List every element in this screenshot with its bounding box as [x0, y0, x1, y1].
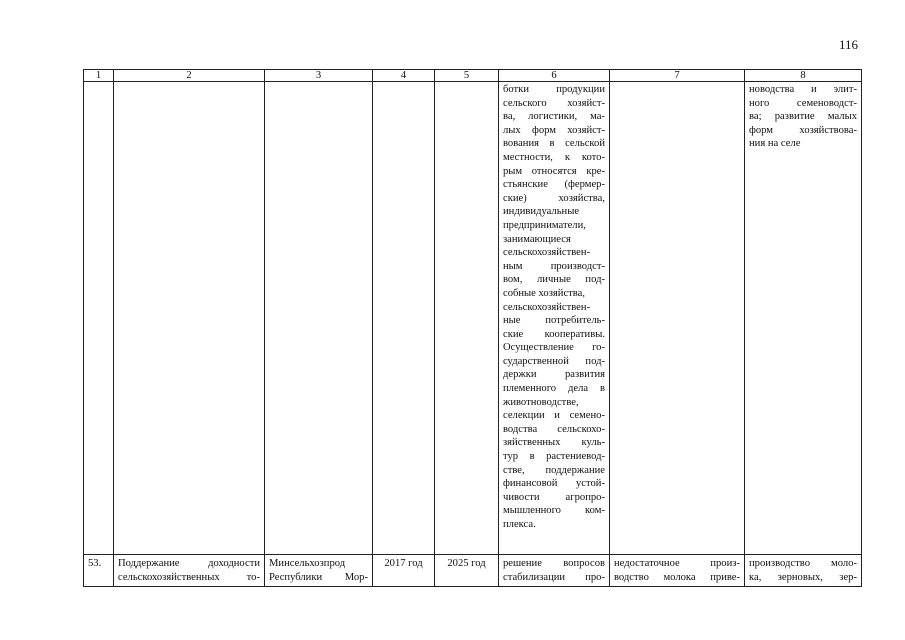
cell-text-line: ские кооперативы. — [503, 328, 605, 340]
cell-text-line: ния на селе — [749, 138, 801, 150]
cell-text-line: лых форм хозяйст- — [503, 124, 605, 136]
cell-text-line: водства сельскохо- — [503, 423, 605, 435]
cell-col8-continuation — [745, 82, 862, 555]
column-number: 6 — [499, 70, 610, 82]
cell-text-line: ва; развитие малых — [749, 111, 857, 123]
cell-text-line: ным производст- — [503, 260, 605, 272]
cell-text-line: мышленного ком- — [503, 505, 605, 517]
cell-text-line: рым относятся кре- — [503, 165, 605, 177]
cell-text-line: новодства и элит- — [749, 84, 857, 95]
consequences-cell — [610, 555, 745, 587]
indicator-link-cell — [745, 555, 862, 587]
cell-text-line: стьянские (фермер- — [503, 179, 605, 191]
column-number: 7 — [610, 70, 745, 82]
cell-text-line: животноводстве, — [503, 396, 579, 408]
cell-text-line: сударственной под- — [503, 355, 605, 367]
cell-empty — [114, 82, 265, 555]
cell-text-line: селекции и семено- — [503, 410, 605, 422]
cell-text-line: ного семеноводст- — [749, 97, 857, 109]
cell-text-line: Осуществление го- — [503, 342, 605, 354]
cell-text-line: ные потребитель- — [503, 315, 605, 327]
column-number: 1 — [84, 70, 114, 82]
cell-text-line: производство моло- — [749, 558, 857, 569]
table-row-53 — [84, 555, 862, 587]
cell-text-line: ка, зерновых, зер- — [749, 571, 857, 583]
cell-text-line: недостаточное произ- — [614, 558, 740, 569]
cell-text-line: собные хозяйства, — [503, 287, 585, 299]
column-number-row — [84, 70, 862, 82]
cell-text-line: ботки продукции — [503, 84, 605, 95]
cell-text-line: сельскохозяйственных то- — [118, 571, 260, 583]
continuation-row — [84, 82, 862, 555]
cell-text-line: ва, логистики, ма- — [503, 111, 605, 123]
event-name-cell — [114, 555, 265, 587]
cell-text-line: стабилизации про- — [503, 571, 605, 583]
cell-text-line: сельского хозяйст- — [503, 97, 605, 109]
column-number: 4 — [373, 70, 435, 82]
cell-empty — [435, 82, 499, 555]
end-year-cell: 2025 год — [435, 555, 499, 587]
cell-text-line: ские) хозяйства, — [503, 192, 605, 204]
start-year-cell: 2017 год — [373, 555, 435, 587]
cell-text-line: Минсельхозпрод — [269, 558, 346, 569]
column-number: 5 — [435, 70, 499, 82]
cell-text-line: местности, к кото- — [503, 151, 605, 163]
cell-text-line: зяйственных куль- — [503, 437, 605, 449]
page-number: 116 — [838, 37, 858, 52]
column-number: 3 — [265, 70, 373, 82]
cell-text-line: индивидуальные — [503, 206, 580, 218]
cell-text-line: решение вопросов — [503, 558, 605, 569]
row-number: 53. — [84, 555, 114, 587]
cell-empty — [84, 82, 114, 555]
expected-result-cell — [499, 555, 610, 587]
cell-text-line: вования в сельской — [503, 138, 605, 150]
cell-text-line: держки развития — [503, 369, 605, 381]
cell-text-line: тур в растениевод- — [503, 451, 605, 463]
cell-text-line: чивости агропро- — [503, 491, 605, 503]
cell-text-line: финансовой устой- — [503, 478, 605, 490]
program-table — [83, 69, 862, 587]
cell-empty — [610, 82, 745, 555]
cell-empty — [373, 82, 435, 555]
cell-text-line: сельскохозяйствен- — [503, 301, 591, 313]
cell-text-line: сельскохозяйствен- — [503, 247, 591, 259]
cell-text-line: занимающиеся — [503, 233, 571, 245]
cell-text-line: плекса. — [503, 519, 536, 530]
column-number: 2 — [114, 70, 265, 82]
cell-col6-continuation — [499, 82, 610, 555]
executor-cell — [265, 555, 373, 587]
cell-text-line: вом, личные под- — [503, 274, 605, 286]
cell-text-line: водство молока приве- — [614, 571, 740, 583]
column-number: 8 — [745, 70, 862, 82]
cell-text-line: Поддержание доходности — [118, 558, 260, 569]
cell-text-line: стве, поддержание — [503, 464, 605, 476]
cell-empty — [265, 82, 373, 555]
cell-text-line: племенного дела в — [503, 383, 605, 395]
cell-text-line: Республики Мор- — [269, 571, 368, 583]
cell-text-line: форм хозяйствова- — [749, 124, 857, 136]
cell-text-line: предприниматели, — [503, 219, 586, 231]
